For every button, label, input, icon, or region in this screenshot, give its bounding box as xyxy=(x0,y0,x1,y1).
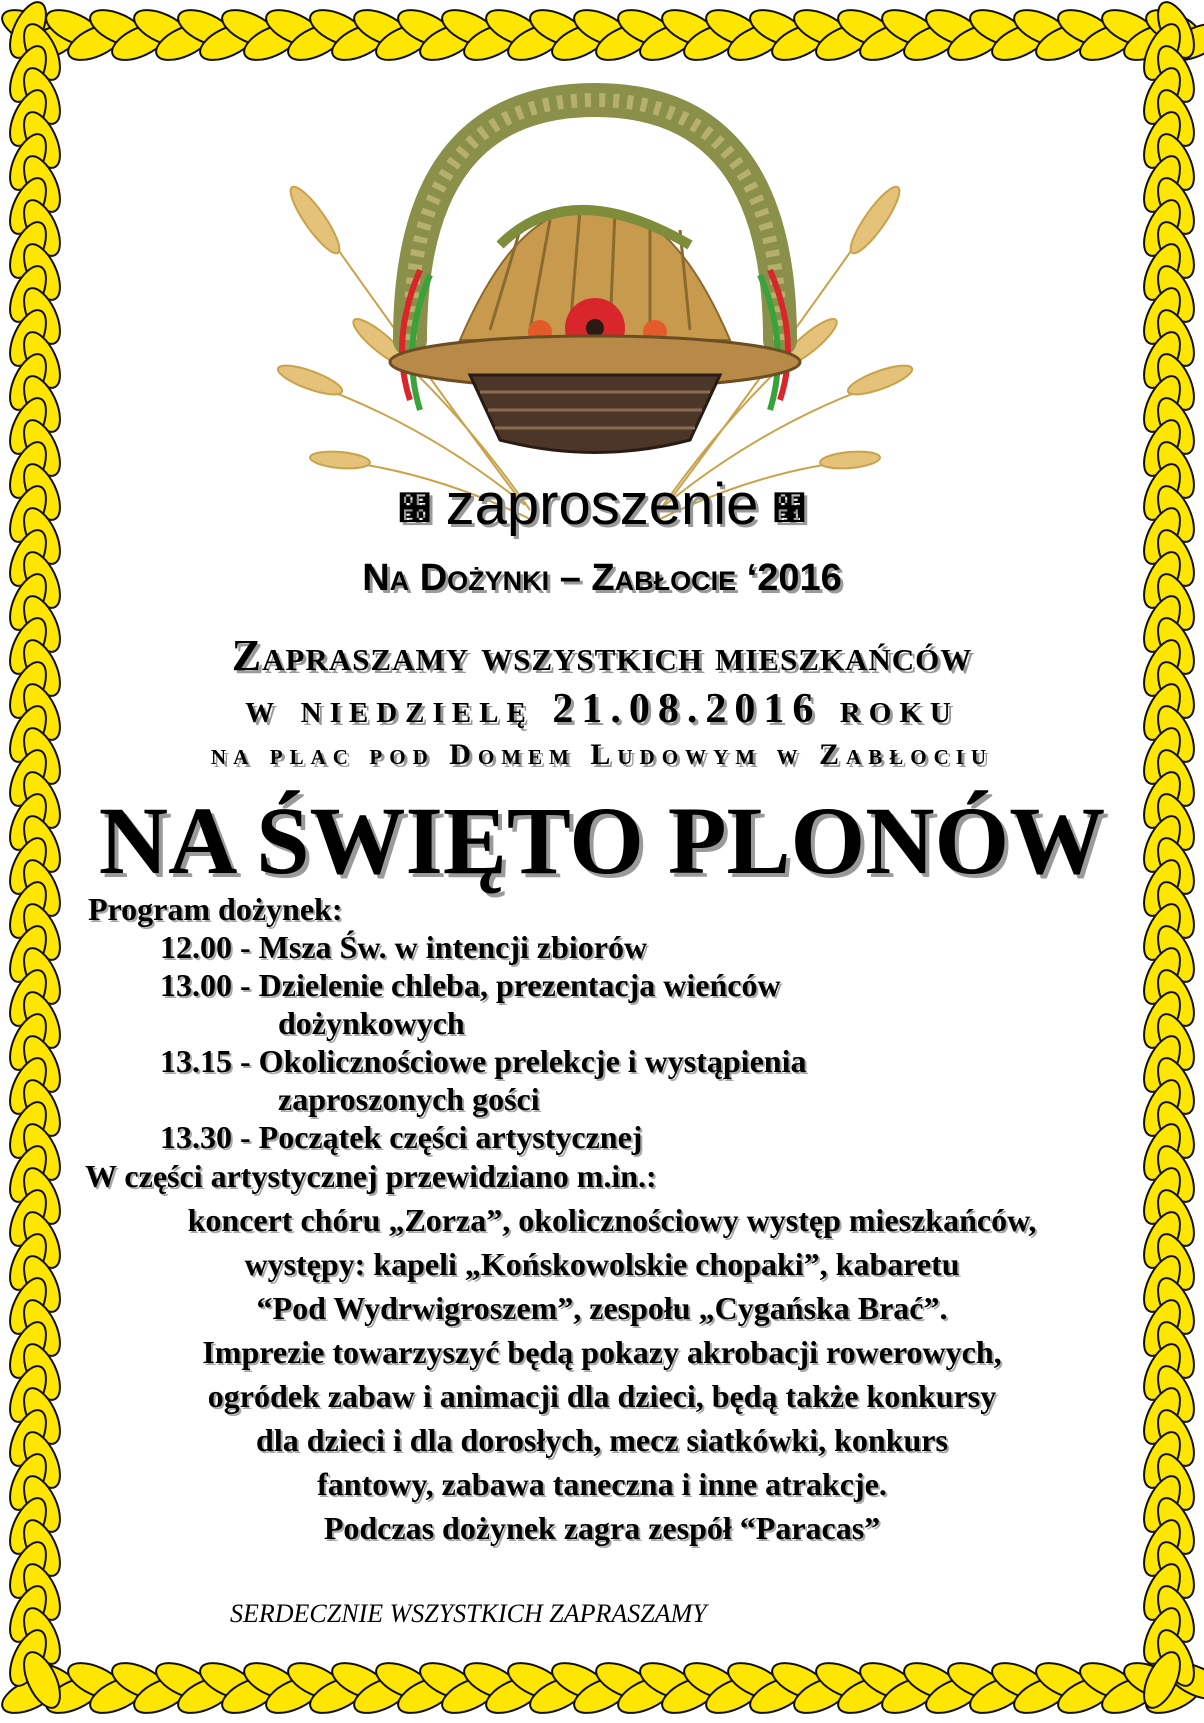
artistic-line: koncert chóru „Zorza”, okolicznościowy występ mieszkańców, xyxy=(187,1202,1037,1238)
program-item: 13.30 - Początek części artystycznej xyxy=(160,1119,643,1155)
artistic-line: Imprezie towarzyszyć będą pokazy akrobacji rowerowych, xyxy=(202,1334,1002,1370)
artistic-line: występy: kapeli „Końskowolskie chopaki”, kabaretu xyxy=(244,1246,960,1282)
program-item: 13.15 - Okolicznościowe prelekcje i wystąpienia xyxy=(160,1043,807,1079)
ornament-right-icon: ໡ xyxy=(772,489,807,528)
event-title: NA ŚWIĘTO PLONÓW xyxy=(98,787,1106,894)
ornament-left-icon: ໠ xyxy=(397,489,432,528)
artistic-title: W części artystycznej przewidziano m.in.: xyxy=(85,1158,657,1194)
program-item: 13.00 - Dzielenie chleba, prezentacja wieńców xyxy=(160,967,781,1003)
artistic-line: dla dzieci i dla dorosłych, mecz siatkówki, konkurs xyxy=(256,1422,948,1458)
program-item-continuation: dożynkowych xyxy=(278,1005,465,1041)
invite-line-2: w niedzielę 21.08.2016 roku xyxy=(245,686,959,732)
artistic-line: “Pod Wydrwigroszem”, zespołu „Cygańska Brać”. xyxy=(256,1290,948,1326)
artistic-line: fantowy, zabawa taneczna i inne atrakcje. xyxy=(317,1466,887,1502)
program-title: Program dożynek: xyxy=(88,891,343,927)
artistic-line: ogródek zabaw i animacji dla dzieci, będą także konkursy xyxy=(207,1378,997,1414)
footer-invitation: SERDECZNIE WSZYSTKICH ZAPRASZAMY xyxy=(230,1599,707,1628)
invite-line-3: na plac pod Domem Ludowym w Zabłociu xyxy=(210,738,994,771)
program-item: 12.00 - Msza Św. w intencji zbiorów xyxy=(160,929,648,965)
basket-body xyxy=(470,375,720,453)
closing-line: Podczas dożynek zagra zespół “Paracas” xyxy=(323,1510,881,1546)
heading-zaproszenie xyxy=(0,470,1204,544)
program-item-continuation: zaproszonych gości xyxy=(278,1081,540,1117)
subheading: Na Dożynki – Zabłocie ‘2016 xyxy=(362,557,842,599)
invite-line-1: Zapraszamy wszystkich mieszkańców xyxy=(231,631,973,680)
heading-word: zaproszenie xyxy=(445,472,759,537)
